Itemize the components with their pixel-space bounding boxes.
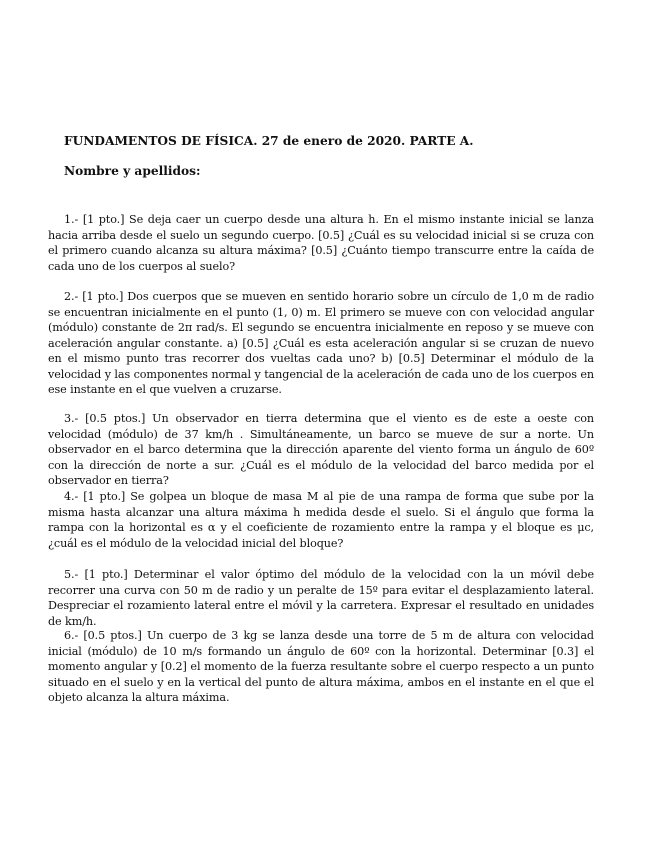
exam-title: FUNDAMENTOS DE FÍSICA. 27 de enero de 2020. PARTE A. xyxy=(64,134,474,148)
question-text: [0.5 ptos.] Un cuerpo de 3 kg se lanza desde una torre de 5 m de altura con velocidad inicial (módulo) de 10 m/s formando un ángulo de 60º con la horizontal. Determinar [0.3] el momento angular y [0.2] el momento de la fuerza resultante sobre el cuerpo respecto a un punto situado en el suelo y en la vertical del punto de altura máxima, ambos en el instante en el que el objeto alcanza la altura máxima. xyxy=(48,629,594,704)
question-4 xyxy=(48,489,594,551)
question-3 xyxy=(48,411,594,489)
question-number: 2.- xyxy=(64,290,79,303)
question-2 xyxy=(48,289,594,398)
question-number: 6.- xyxy=(64,629,79,642)
question-number: 3.- xyxy=(64,412,79,425)
question-1 xyxy=(48,212,594,274)
question-text: [1 pto.] Se deja caer un cuerpo desde una altura h. En el mismo instante inicial se lanza hacia arriba desde el suelo un segundo cuerpo. [0.5] ¿Cuál es su velocidad inicial si se cruza con el primero cuando alcanza su altura máxima? [0.5] ¿Cuánto tiempo transcurre entre la caída de cada uno de los cuerpos al suelo? xyxy=(48,213,594,273)
question-text: [1 pto.] Se golpea un bloque de masa M al pie de una rampa de forma que sube por la misma hasta alcanzar una altura máxima h medida desde el suelo. Si el ángulo que forma la rampa con la horizontal es α y el coeficiente de rozamiento entre la rampa y el bloque es μc, ¿cuál es el módulo de la velocidad inicial del bloque? xyxy=(48,490,594,550)
name-field-label: Nombre y apellidos: xyxy=(64,164,201,178)
question-number: 5.- xyxy=(64,568,79,581)
question-5 xyxy=(48,567,594,629)
question-6 xyxy=(48,628,594,706)
question-number: 4.- xyxy=(64,490,79,503)
question-number: 1.- xyxy=(64,213,79,226)
question-text: [1 pto.] Dos cuerpos que se mueven en sentido horario sobre un círculo de 1,0 m de radio se encuentran inicialmente en el punto (1, 0) m. El primero se mueve con con velocidad angular (módulo) constante de 2π rad/s. El segundo se encuentra inicialmente en reposo y se mueve con aceleración angular constante. a) [0.5] ¿Cuál es esta aceleración angular si se cruzan de nuevo en el mismo punto tras recorrer dos vueltas cada uno? b) [0.5] Determinar el módulo de la velocidad y las componentes normal y tangencial de la aceleración de cada uno de los cuerpos en ese instante en el que vuelven a cruzarse. xyxy=(48,290,594,396)
question-text: [1 pto.] Determinar el valor óptimo del módulo de la velocidad con la un móvil debe recorrer una curva con 50 m de radio y un peralte de 15º para evitar el desplazamiento lateral. Despreciar el rozamiento lateral entre el móvil y la carretera. Expresar el resultado en unidades de km/h. xyxy=(48,568,594,628)
question-text: [0.5 ptos.] Un observador en tierra determina que el viento es de este a oeste con velocidad (módulo) de 37 km/h . Simultáneamente, un barco se mueve de sur a norte. Un observador en el barco determina que la dirección aparente del viento forma un ángulo de 60º con la dirección de norte a sur. ¿Cuál es el módulo de la velocidad del barco medida por el observador en tierra? xyxy=(48,412,594,487)
